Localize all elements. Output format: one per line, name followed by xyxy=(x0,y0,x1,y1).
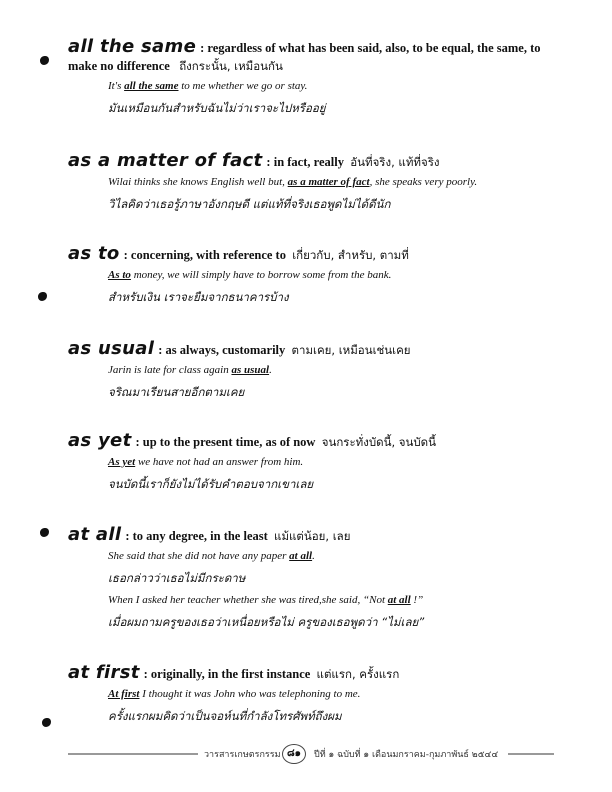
thai-definition: ตามเคย, เหมือนเช่นเคย xyxy=(291,343,411,357)
entry-heading: all the same : regardless of what has been said, also, to be equal, the same, to xyxy=(68,36,541,57)
english-definition: to any degree, in the least xyxy=(132,529,268,543)
example-english: It's all the same to me whether we go or stay. xyxy=(108,80,308,92)
example-thai-2: เมื่อผมถามครูของเธอว่าเหนื่อยหรือไม่ ครูของเธอพูดว่า “ไม่เลย” xyxy=(108,615,425,629)
thai-definition: จนกระทั่งบัดนี้, จนบัดนี้ xyxy=(321,435,436,449)
thai-definition: อันที่จริง, แท้ที่จริง xyxy=(350,155,440,169)
thai-definition: แม้แต่น้อย, เลย xyxy=(274,529,351,543)
idiom-phrase: as to xyxy=(68,243,120,264)
entry-at-first xyxy=(68,664,568,727)
punch-hole-mark xyxy=(40,56,49,65)
entry-as-a-matter-of-fact xyxy=(68,152,568,215)
punch-hole-mark xyxy=(42,718,51,727)
example-thai: จริณมาเรียนสายอีกตามเคย xyxy=(108,385,245,399)
english-definition: concerning, with reference to xyxy=(130,248,286,262)
definition-continued xyxy=(68,57,568,75)
idiom-phrase: as yet xyxy=(68,430,132,451)
entry-heading: as yet : up to the present time, as of now จนกระทั่งบัดนี้, จนบัดนี้ xyxy=(68,430,436,451)
example-english: At first I thought it was John who was telephoning to me. xyxy=(108,688,361,700)
entry-heading: at all : to any degree, in the least แม้แต่น้อย, เลย xyxy=(68,524,351,545)
punch-hole-mark xyxy=(38,292,47,301)
english-definition: regardless of what has been said, also, to be equal, the same, to xyxy=(207,41,541,55)
english-definition: originally, in the first instance xyxy=(150,667,311,681)
english-definition: in fact, really xyxy=(273,155,344,169)
idiom-phrase: as usual xyxy=(68,338,155,359)
footer-issue: ปีที่ ๑ ฉบับที่ ๑ เดือนมกราคม-กุมภาพันธ์ ๒๕๔๔ xyxy=(314,750,499,760)
thai-definition: เกี่ยวกับ, สำหรับ, ตามที่ xyxy=(292,248,409,262)
entry-all-the-same xyxy=(68,38,568,119)
footer-journal: วารสารเกษตรกรรม xyxy=(204,750,281,760)
footer-rule-left xyxy=(68,753,198,755)
idiom-phrase: all the same xyxy=(68,36,197,57)
entry-at-all xyxy=(68,526,568,633)
entry-heading: as to : concerning, with reference to เกี่ยวกับ, สำหรับ, ตามที่ xyxy=(68,243,409,264)
entry-heading: as usual : as always, customarily ตามเคย, เหมือนเช่นเคย xyxy=(68,338,411,359)
example-thai: มันเหมือนกันสำหรับฉันไม่ว่าเราจะไปหรืออยู่ xyxy=(108,101,326,115)
entry-heading: as a matter of fact : in fact, really อันที่จริง, แท้ที่จริง xyxy=(68,150,440,171)
english-definition-cont: make no difference xyxy=(68,59,170,73)
idiom-phrase: at first xyxy=(68,662,140,683)
example-thai: จนบัดนี้เราก็ยังไม่ได้รับคำตอบจากเขาเลย xyxy=(108,477,314,491)
english-definition: as always, customarily xyxy=(165,343,286,357)
example-thai: วิไลคิดว่าเธอรู้ภาษาอังกฤษดี แต่แท้ที่จริงเธอพูดไม่ได้ดีนัก xyxy=(108,197,391,211)
page-footer xyxy=(68,744,554,764)
example-english: Wilai thinks she knows English well but, as a matter of fact, she speaks very poorly. xyxy=(108,176,478,188)
example-thai: สำหรับเงิน เราจะยืมจากธนาคารบ้าง xyxy=(108,290,289,304)
idiom-phrase: as a matter of fact xyxy=(68,150,263,171)
example-english: She said that she did not have any paper at all. xyxy=(108,550,315,562)
thai-definition: ถึงกระนั้น, เหมือนกัน xyxy=(179,59,283,73)
english-definition: up to the present time, as of now xyxy=(142,435,316,449)
example-english-2: When I asked her teacher whether she was tired,she said, “Not at all !” xyxy=(108,594,424,606)
example-english: As to money, we will simply have to borrow some from the bank. xyxy=(108,269,392,281)
footer-rule-right xyxy=(508,753,554,755)
entry-heading: at first : originally, in the first instance แต่แรก, ครั้งแรก xyxy=(68,662,400,683)
idiom-phrase: at all xyxy=(68,524,122,545)
entry-as-to xyxy=(68,245,568,308)
example-english: As yet we have not had an answer from him. xyxy=(108,456,304,468)
punch-hole-mark xyxy=(40,528,49,537)
example-english: Jarin is late for class again as usual. xyxy=(108,364,272,376)
example-thai: เธอกล่าวว่าเธอไม่มีกระดาษ xyxy=(108,571,246,585)
entry-as-yet xyxy=(68,432,568,495)
example-thai: ครั้งแรกผมคิดว่าเป็นจอห์นที่กำลังโทรศัพท์ถึงผม xyxy=(108,709,342,723)
entry-as-usual xyxy=(68,340,568,403)
page-number: ๘๑ xyxy=(282,744,306,764)
thai-definition: แต่แรก, ครั้งแรก xyxy=(316,667,400,681)
